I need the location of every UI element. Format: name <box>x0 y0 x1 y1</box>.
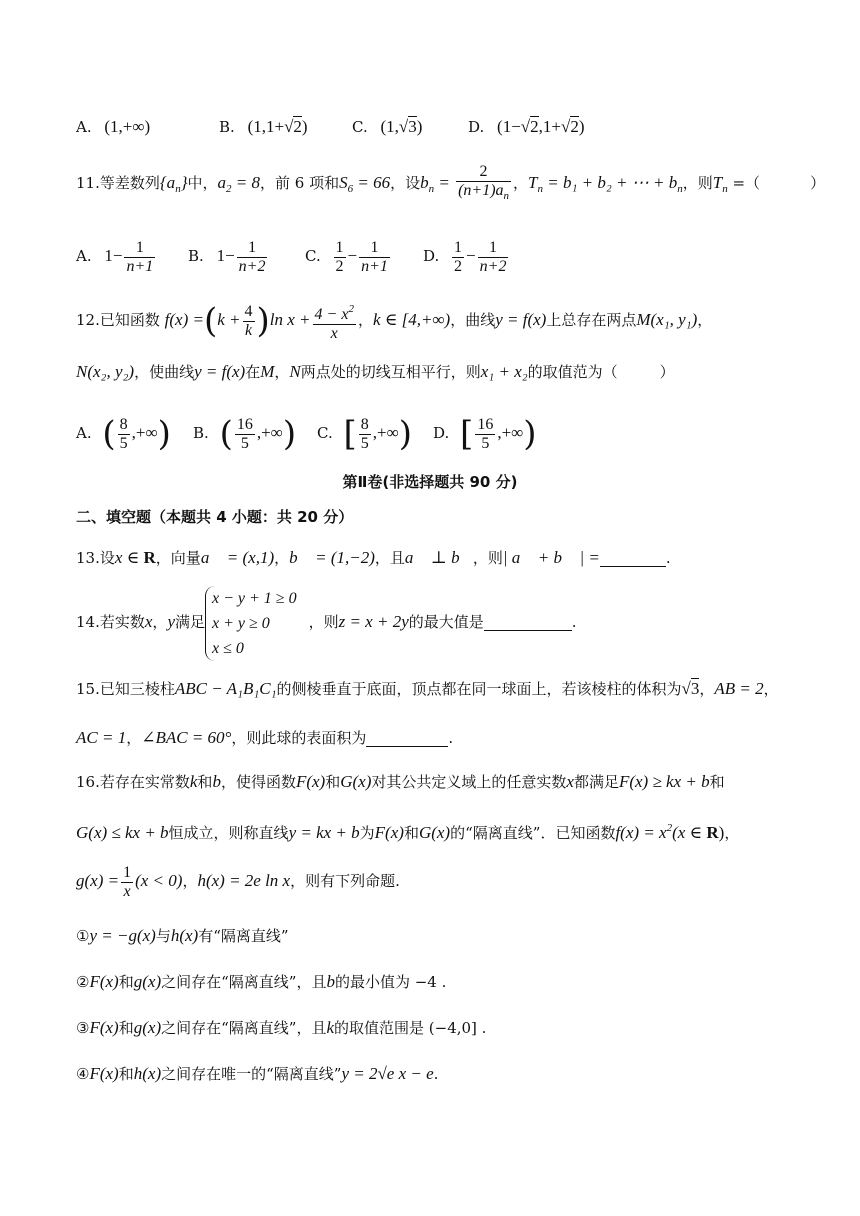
q16-gx: g(x) = <box>76 871 120 890</box>
prop-4-a: F(x) <box>89 1064 119 1083</box>
q12-option-c-inf: ,+∞ <box>372 423 399 442</box>
q11-a2: a <box>217 173 227 192</box>
q12-text-2: ， <box>357 311 373 329</box>
prop-2-e: b <box>326 972 335 991</box>
q11-seq: {a <box>159 173 176 192</box>
q11-frac-den: (n+1)a <box>458 182 504 199</box>
q13 <box>76 548 671 568</box>
q16-text-11: 的“隔离直线”．已知函数 <box>450 824 616 842</box>
q15-line1: 15.已知三棱柱ABC − A₁B₁C₁的侧棱垂直于底面，顶点都在同一球面上，若该棱柱的体积为√3，AB = 2， <box>76 679 779 698</box>
q10-option-b-label: B. <box>219 118 235 136</box>
q13-number: 13. <box>76 549 100 567</box>
q11-tn2-sub: n <box>722 183 728 195</box>
q13-perp: a⃗ ⊥ b⃗ <box>404 548 473 567</box>
q11-option-c <box>305 234 392 278</box>
q16-fx-sup: 2 <box>666 822 673 834</box>
q12-stem-line2 <box>76 362 675 382</box>
q12-curve: y = f(x) <box>495 310 547 329</box>
q12-option-d: D. [ $\frac{16}{5}$ ,+∞) <box>433 414 537 454</box>
q11-option-b-pre: 1− <box>216 246 235 265</box>
q12-text-6: ，使曲线 <box>134 363 195 381</box>
q11-text-2: 中， <box>187 174 218 192</box>
q10-option-a-label: A. <box>76 118 92 136</box>
q11-fraction <box>456 163 511 205</box>
q11-tn-sub: n <box>537 183 544 195</box>
q11-option-a <box>76 234 157 278</box>
q12-option-a-label: A. <box>76 424 92 442</box>
q10-option-a: (1,+∞) <box>104 117 151 136</box>
q10-option-c-label: C. <box>352 118 368 136</box>
q12-text-3: ，曲线 <box>450 311 496 329</box>
q11-text-3: ，前 6 项和 <box>260 174 340 192</box>
q11-option-b-num: 1 <box>248 238 257 256</box>
q14-constraint-2: x + y ≥ 0 <box>212 614 270 632</box>
q14-text-3: 满足 <box>174 613 205 631</box>
prop-4-f: . <box>433 1065 439 1083</box>
q16-fx-dom-end: ) <box>718 823 725 842</box>
part2-title: 第Ⅱ卷(非选择题共 90 分) <box>342 473 518 491</box>
q16-F: F(x) <box>295 772 326 791</box>
q10-option-d-c: ) <box>578 117 585 136</box>
q16-text-10: 和 <box>403 824 419 842</box>
q12-text-9: 两点处的切线互相平行，则 <box>300 363 481 381</box>
q12-option-a-inf: ,+∞ <box>131 423 158 442</box>
q11-option-d-minus: − <box>466 246 476 265</box>
q12-lnx: ln x + <box>269 310 311 329</box>
prop-1-mark: ① <box>76 927 90 945</box>
q16-line-eq: y = kx + b <box>288 823 360 842</box>
q11-s6-val: = 66 <box>353 173 391 192</box>
q12-text-5: ， <box>697 311 713 329</box>
q11-frac-num: 2 <box>479 163 488 180</box>
q14-constraint-3: x ≤ 0 <box>212 639 244 657</box>
q14-z: z = x + 2y <box>338 612 409 631</box>
q13-answer-blank[interactable] <box>600 552 666 567</box>
q13-text-2: ，向量 <box>155 549 201 567</box>
q16-text-1: 若存在实常数 <box>99 773 190 791</box>
q16-text-5: 对其公共定义域上的任意实数 <box>371 773 567 791</box>
q16-text-12: ， <box>724 824 740 842</box>
q11-seq-sub: n <box>175 183 181 195</box>
q15-number: 15. <box>76 680 100 698</box>
q11-option-c-label: C. <box>305 247 321 265</box>
q12-stem-line1: 12.已知函数 f(x) =(k + $\frac{4}{k}$ )ln x + $\frac{4 - x^2}{x}$ ，k ∈ [4,+∞)，曲线y = f(x)上总存在两点M(x₁, y₁)， <box>76 301 713 342</box>
prop-3-a: F(x) <box>89 1018 119 1037</box>
q16-text-2: 和 <box>197 773 213 791</box>
prop-4-b: 和 <box>118 1065 134 1083</box>
q11-option-d-den1: 2 <box>454 257 463 275</box>
q16-text-9: 为 <box>359 824 375 842</box>
q14-y: y <box>167 612 175 631</box>
prop-1-a: y = −g(x) <box>89 926 156 945</box>
q15-text-1: 已知三棱柱 <box>99 680 175 698</box>
q12-number: 12. <box>76 311 100 329</box>
q11-a2-val: = 8 <box>231 173 260 192</box>
q10-option-b-post: ) <box>301 117 308 136</box>
q13-vector-a: a⃗ = (x,1) <box>200 548 275 567</box>
prop-2-a: F(x) <box>89 972 119 991</box>
q16-G2: G(x) <box>418 823 451 842</box>
q16-text-14: ，则有下列命题. <box>290 872 400 890</box>
q10-option-b: B. (1,1+√2) <box>219 117 308 136</box>
prop-2-mark: ② <box>76 973 90 991</box>
q14-number: 14. <box>76 613 100 631</box>
q15-text-3: ， <box>699 680 715 698</box>
q16-ineq2: G(x) ≤ kx + b <box>76 823 169 842</box>
q12-option-d-inf: ,+∞ <box>497 423 524 442</box>
q12-range: k ∈ [4,+∞) <box>372 310 451 329</box>
q12-N-point: (x₂, y₂) <box>87 362 135 381</box>
q11-option-c-den1: 2 <box>335 257 344 275</box>
q12-option-b: B. ( $\frac{16}{5}$ ,+∞) <box>193 414 297 454</box>
q11-text-5: ， <box>513 174 529 192</box>
q11-bn-sub: n <box>428 183 435 195</box>
q16-G: G(x) <box>340 772 372 791</box>
q12-num2-sup: 2 <box>348 302 354 315</box>
q12-option-c-den: 5 <box>360 434 369 452</box>
q10-options <box>76 117 150 137</box>
q10-option-b-root: 2 <box>293 117 302 136</box>
prop-3-f: 的取值范围是 (−4,0] . <box>334 1019 487 1037</box>
prop-4-mark: ④ <box>76 1065 90 1083</box>
q16-gx-den: x <box>121 882 133 901</box>
q12-N: N <box>76 362 88 381</box>
q13-R: R <box>143 548 156 567</box>
q15-prism: ABC − A₁B₁C₁ <box>174 679 277 698</box>
q10-option-c: C. (1,√3) <box>352 117 423 136</box>
prop-3-c: g(x) <box>133 1018 162 1037</box>
q12-M-point: (x₁, y₁) <box>650 310 698 329</box>
q11-stem <box>76 163 825 209</box>
q12-M2: M <box>260 362 275 381</box>
q16-text-6: 都满足 <box>573 773 619 791</box>
q13-text-6: . <box>665 549 671 567</box>
q13-vector-b: b⃗ = (1,−2) <box>289 548 375 567</box>
q12-text-7: 在 <box>245 363 261 381</box>
prop-1-c: h(x) <box>170 926 199 945</box>
q11-number: 11. <box>76 174 100 192</box>
q16-text-8: 恒成立，则称直线 <box>168 824 289 842</box>
q12-option-b-den: 5 <box>235 434 255 453</box>
prop-2 <box>76 972 446 992</box>
q15-answer-blank[interactable] <box>366 732 448 747</box>
q16-text-3: ，使得函数 <box>220 773 296 791</box>
q11-text-7: =（ <box>727 174 761 192</box>
q12-option-a-den: 5 <box>119 434 128 452</box>
q11-option-a-label: A. <box>76 247 92 265</box>
prop-1-d: 有“隔离直线” <box>198 927 289 945</box>
q14-text-4: ，则 <box>308 613 339 631</box>
q14-text-5: 的最大值是 <box>408 613 484 631</box>
q11-option-d-num2: 1 <box>489 238 498 256</box>
q16-line3 <box>76 859 400 903</box>
q12-sum: x₁ + x₂ <box>480 362 528 381</box>
q10-option-d-label: D. <box>468 118 485 136</box>
q16-gx-num: 1 <box>123 863 132 881</box>
q12-M: M <box>636 310 651 329</box>
q16-fx-dom: (x ∈ <box>672 823 707 842</box>
q11-option-c-den2: n+1 <box>361 257 388 275</box>
q16-number: 16. <box>76 773 100 791</box>
q11-text-4: ，设 <box>390 174 421 192</box>
q16-k: k <box>189 772 198 791</box>
q11-frac-den-sub: n <box>503 190 510 202</box>
q13-x: x ∈ <box>114 548 144 567</box>
prop-3-e: k <box>326 1018 334 1037</box>
q11-tn-expr-sub: n <box>677 183 683 195</box>
q16-fx: f(x) = x <box>615 823 667 842</box>
prop-3 <box>76 1018 486 1038</box>
q12-den2: x <box>313 324 356 343</box>
q10-option-d-a: (1− <box>497 117 521 136</box>
q16-gx-dom: (x < 0) <box>135 871 183 890</box>
q11-tn-expr: = b₁ + b₂ + ⋯ + b <box>543 173 678 192</box>
q12-four: 4 <box>244 302 253 320</box>
q12-kk: k <box>243 321 255 340</box>
q14-answer-blank[interactable] <box>484 616 572 631</box>
prop-4-e: y = 2√e x − e <box>341 1064 434 1083</box>
q16-line2 <box>76 818 739 843</box>
q15-ac: AC = 1 <box>76 728 127 747</box>
q10-option-d-b: ,1+ <box>538 117 561 136</box>
prop-3-d: 之间存在“隔离直线”，且 <box>161 1019 327 1037</box>
q12-f: f(x) = <box>164 310 204 329</box>
q14 <box>76 583 577 661</box>
q15-angle: ∠BAC = 60° <box>141 728 232 747</box>
q14-text-1: 若实数 <box>99 613 145 631</box>
q12-num2: 4 − x <box>314 305 349 323</box>
q13-text-1: 设 <box>99 549 115 567</box>
q10-option-c-root: 3 <box>408 117 417 136</box>
q11-a2-sub: 2 <box>226 183 232 195</box>
q12-text-8: ， <box>274 363 290 381</box>
q12-N2: N <box>289 362 301 381</box>
q11-tn2: T <box>712 173 723 192</box>
q15-volume: 3 <box>690 679 700 698</box>
prop-2-d: 之间存在“隔离直线”，且 <box>161 973 327 991</box>
q14-text-6: . <box>571 613 577 631</box>
prop-1 <box>76 926 289 946</box>
q11-text-8: ） <box>810 174 826 192</box>
q11-option-d-label: D. <box>423 247 440 265</box>
q16-R: R <box>706 823 719 842</box>
q11-option-a-pre: 1− <box>104 246 123 265</box>
q14-constraint-system <box>205 586 297 661</box>
q15-text-2: 的侧棱垂直于底面，顶点都在同一球面上，若该棱柱的体积为 <box>276 680 682 698</box>
q16-text-13: ， <box>182 872 198 890</box>
q11-option-c-minus: − <box>347 246 358 265</box>
q12-option-d-num: 16 <box>477 415 494 433</box>
prop-1-b: 与 <box>155 927 171 945</box>
prop-2-b: 和 <box>118 973 134 991</box>
q11-option-c-num2: 1 <box>370 238 379 256</box>
q16-ineq1: F(x) ≥ kx + b <box>618 772 710 791</box>
q11-option-b-label: B. <box>188 247 204 265</box>
q11-s6: S <box>339 173 348 192</box>
q11-option-a-num: 1 <box>135 238 144 256</box>
q12-k: k + <box>217 310 241 329</box>
q12-curve2: y = f(x) <box>194 362 246 381</box>
q10-option-b-pre: (1,1+ <box>247 117 285 136</box>
q12-text-4: 上总存在两点 <box>546 311 637 329</box>
q11-s6-sub: 6 <box>347 183 354 195</box>
q12-option-d-den: 5 <box>475 434 495 453</box>
q12-option-d-label: D. <box>433 424 450 442</box>
prop-4-c: h(x) <box>133 1064 162 1083</box>
q15-ab: AB = 2 <box>714 679 764 698</box>
q12-option-c: C. [ $\frac{8}{5}$ ,+∞) <box>317 414 412 454</box>
section2-title: 二、填空题（本题共 4 小题：共 20 分） <box>76 508 354 526</box>
q10-option-d: D. (1−√2,1+√2) <box>468 117 585 136</box>
q13-abs: | a⃗ + b⃗ | = <box>502 548 600 567</box>
q11-option-b-den: n+2 <box>238 257 266 275</box>
q16-text-4: 和 <box>325 773 341 791</box>
q14-x: x <box>144 612 153 631</box>
q13-text-5: ，则 <box>472 549 503 567</box>
q16-F2: F(x) <box>374 823 404 842</box>
q10-option-d-root1: 2 <box>530 117 539 136</box>
q15-line2 <box>76 728 453 748</box>
q10-option-c-post: ) <box>416 117 423 136</box>
q15-text-4: ， <box>763 680 779 698</box>
q12-text-1: 已知函数 <box>99 311 160 329</box>
q13-text-3: ， <box>274 549 290 567</box>
q12-option-a-num: 8 <box>119 415 128 433</box>
q11-text-1: 等差数列 <box>99 174 160 192</box>
q12-option-b-inf: ,+∞ <box>256 423 283 442</box>
prop-4-d: 之间存在唯一的“隔离直线” <box>161 1065 342 1083</box>
q15-text-5: ， <box>126 729 142 747</box>
q11-eq: = <box>434 173 455 192</box>
q12-option-b-label: B. <box>193 424 209 442</box>
q11-bn: b <box>420 173 429 192</box>
q11-option-a-den: n+1 <box>126 257 154 275</box>
prop-2-f: 的最小值为 −4 . <box>334 973 447 991</box>
q15-text-6: ，则此球的表面积为 <box>231 729 367 747</box>
q12-option-b-num: 16 <box>236 415 253 433</box>
q11-option-b <box>188 234 269 278</box>
q11-tn: T <box>528 173 538 192</box>
prop-3-mark: ③ <box>76 1019 90 1037</box>
prop-4 <box>76 1064 438 1084</box>
q16-hx: h(x) = 2e ln x <box>197 871 291 890</box>
q12-option-a: A. ( $\frac{8}{5}$ ,+∞) <box>76 414 171 454</box>
q11-seq-close: } <box>180 173 188 192</box>
q11-text-6: ，则 <box>682 174 713 192</box>
q12-option-c-label: C. <box>317 424 333 442</box>
q15-text-7: . <box>448 729 454 747</box>
q14-text-2: ， <box>152 613 168 631</box>
q13-text-4: ，且 <box>374 549 405 567</box>
q10-option-c-pre: (1, <box>380 117 399 136</box>
q16-line1 <box>76 772 725 792</box>
prop-2-c: g(x) <box>133 972 162 991</box>
q11-option-d-den2: n+2 <box>479 257 507 275</box>
q12-text-11: ） <box>659 363 675 381</box>
q10-option-d-root2: 2 <box>570 117 579 136</box>
q11-option-d <box>423 234 510 278</box>
prop-3-b: 和 <box>118 1019 134 1037</box>
q14-constraint-1: x − y + 1 ≥ 0 <box>212 589 297 607</box>
q11-option-c-num1: 1 <box>335 238 344 256</box>
q12-text-10: 的取值范为（ <box>527 363 618 381</box>
q16-x: x <box>566 772 574 791</box>
q12-option-c-num: 8 <box>360 415 369 433</box>
q11-option-d-num1: 1 <box>454 238 463 256</box>
q16-b: b <box>212 772 221 791</box>
q16-text-7: 和 <box>709 773 725 791</box>
